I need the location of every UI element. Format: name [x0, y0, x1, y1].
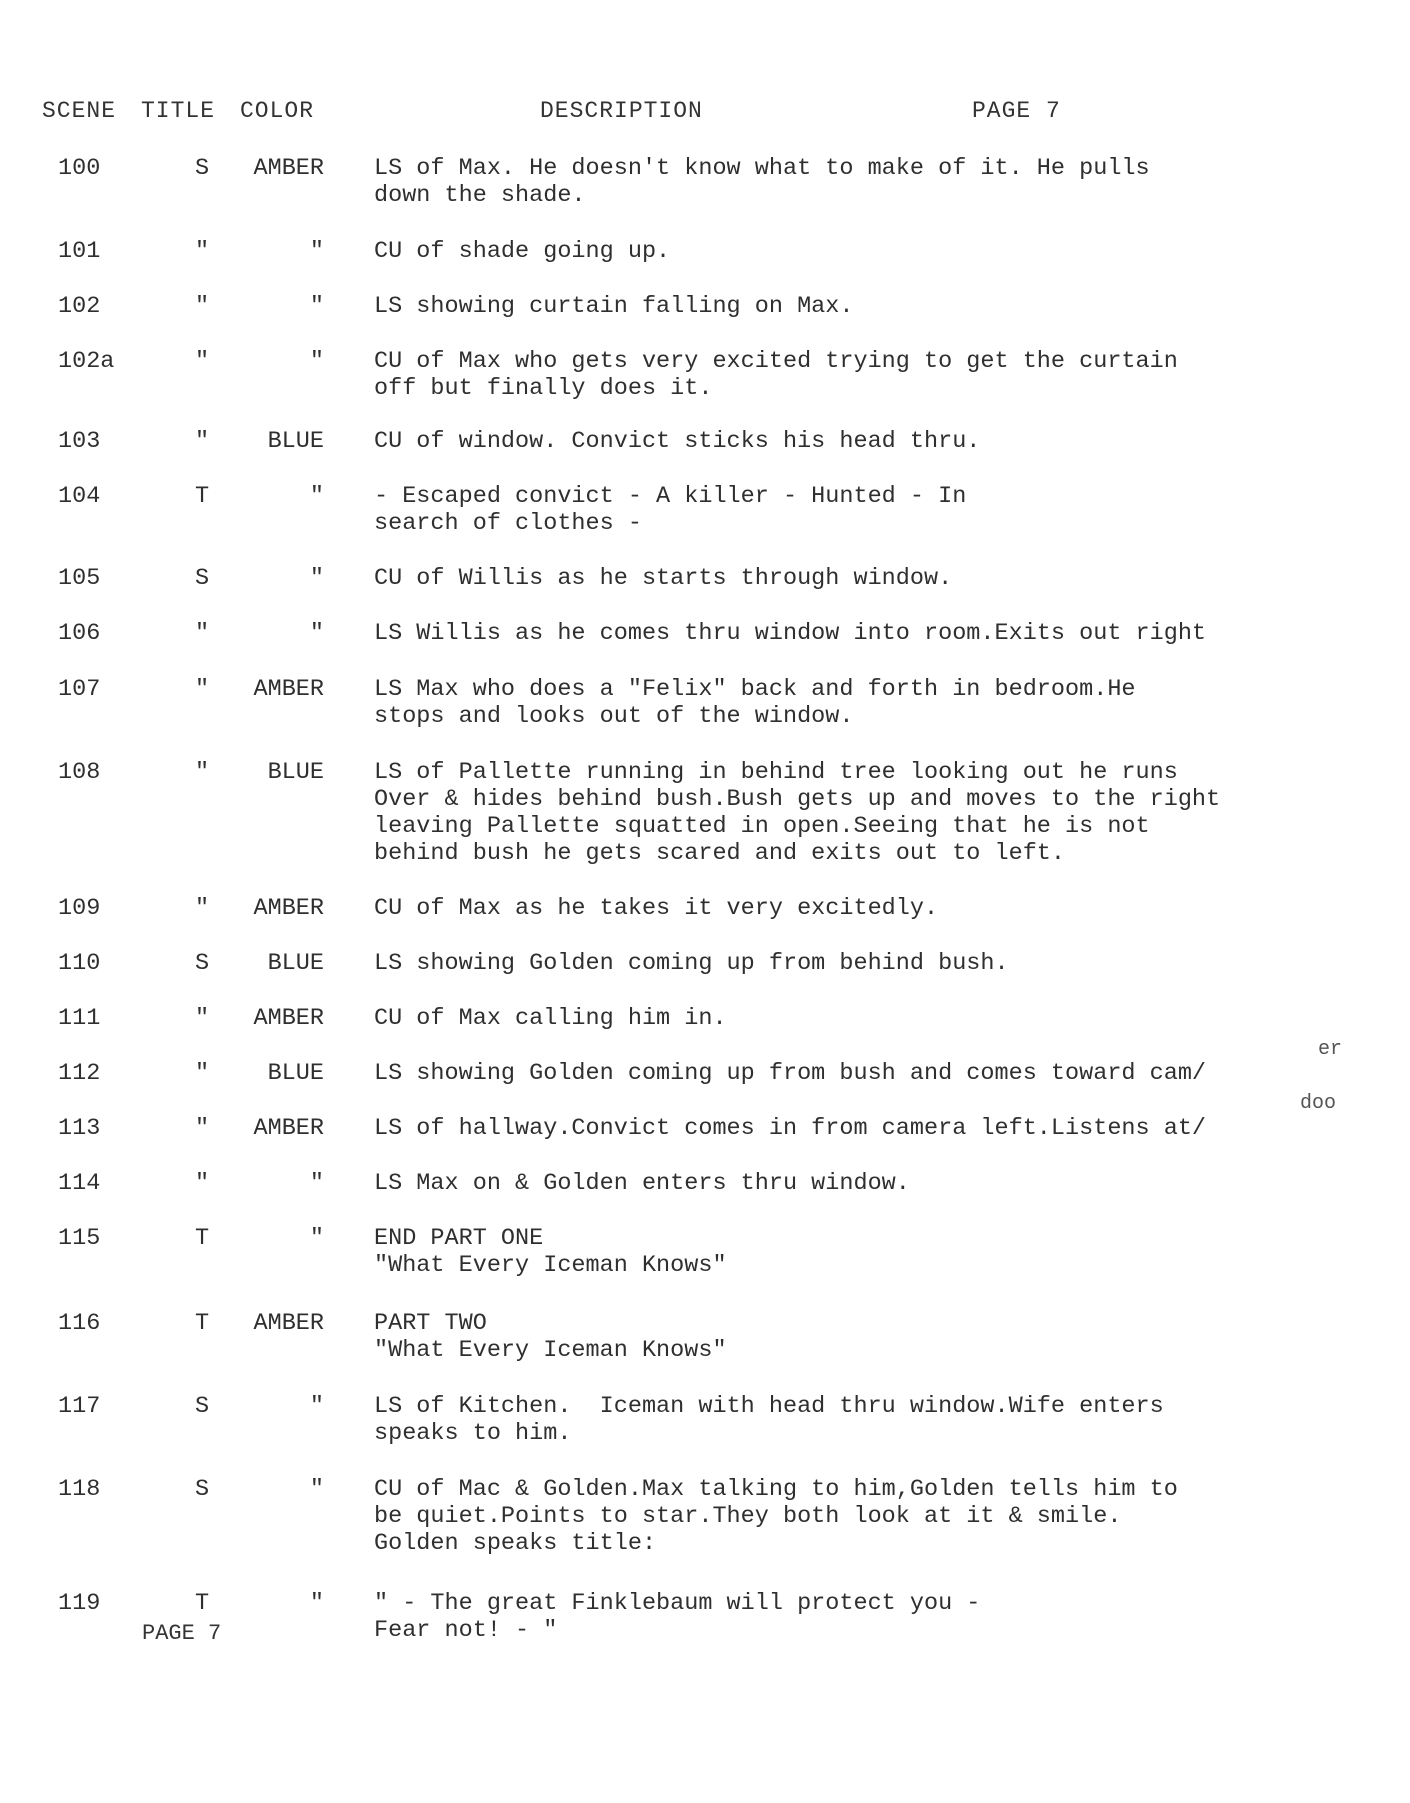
scene-number: 102a — [58, 348, 115, 375]
scene-color: " — [309, 565, 324, 592]
scene-description — [374, 1393, 1374, 1447]
scene-description — [374, 620, 1374, 647]
scene-description — [374, 1310, 1374, 1364]
description-line: Over & hides behind bush.Bush gets up and moves to the right — [374, 786, 1221, 813]
scene-title-code: " — [194, 1005, 210, 1032]
scene-color: BLUE — [267, 428, 324, 455]
scene-title-code: " — [194, 759, 210, 786]
scene-number: 110 — [58, 950, 101, 977]
description-line: LS of Kitchen. Iceman with head thru window.Wife enters — [374, 1393, 1164, 1420]
scene-number: 104 — [58, 483, 101, 510]
description-line: CU of shade going up. — [374, 238, 671, 265]
scene-number: 116 — [58, 1310, 101, 1337]
scene-number: 119 — [58, 1590, 101, 1617]
scene-color: AMBER — [253, 1115, 324, 1142]
description-line: be quiet.Points to star.They both look at it & smile. — [374, 1503, 1122, 1530]
scene-title-code: S — [194, 1393, 210, 1420]
scene-title-code: " — [194, 238, 210, 265]
description-line: CU of Mac & Golden.Max talking to him,Golden tells him to — [374, 1476, 1178, 1503]
scene-title-code: T — [194, 483, 210, 510]
description-line: CU of Willis as he starts through window. — [374, 565, 953, 592]
scene-title-code: " — [194, 895, 210, 922]
footer-page-number: PAGE 7 — [142, 1621, 222, 1646]
description-line: LS showing Golden coming up from behind bush. — [374, 950, 1009, 977]
description-line: LS Max on & Golden enters thru window. — [374, 1170, 910, 1197]
scene-color: " — [309, 348, 324, 375]
scene-description — [374, 895, 1374, 922]
description-line: PART TWO — [374, 1310, 487, 1337]
description-line: LS of Max. He doesn't know what to make of it. He pulls — [374, 155, 1150, 182]
description-line: LS Willis as he comes thru window into room.Exits out right — [374, 620, 1207, 647]
scene-number: 100 — [58, 155, 101, 182]
scene-description — [374, 348, 1374, 402]
header-description: DESCRIPTION — [540, 98, 703, 124]
scene-description — [374, 1225, 1374, 1279]
scene-description — [374, 676, 1374, 730]
scene-number: 117 — [58, 1393, 101, 1420]
scene-color: " — [309, 1225, 324, 1252]
scene-color: " — [309, 238, 324, 265]
description-line: LS Max who does a "Felix" back and forth in bedroom.He — [374, 676, 1136, 703]
scene-title-code: S — [194, 155, 210, 182]
description-line: - Escaped convict - A killer - Hunted - In — [374, 483, 967, 510]
scene-description — [374, 238, 1374, 265]
scene-number: 114 — [58, 1170, 101, 1197]
scene-number: 101 — [58, 238, 101, 265]
scene-number: 115 — [58, 1225, 101, 1252]
scene-number: 118 — [58, 1476, 101, 1503]
description-line: LS showing curtain falling on Max. — [374, 293, 854, 320]
description-line: CU of Max as he takes it very excitedly. — [374, 895, 939, 922]
scene-number: 103 — [58, 428, 101, 455]
description-line: off but finally does it. — [374, 375, 713, 402]
margin-note: doo — [1300, 1092, 1337, 1115]
scene-description — [374, 1170, 1374, 1197]
scene-description — [374, 155, 1374, 209]
description-line: down the shade. — [374, 182, 586, 209]
scene-color: AMBER — [253, 895, 324, 922]
description-line: " - The great Finklebaum will protect you - — [374, 1590, 981, 1617]
description-line: stops and looks out of the window. — [374, 703, 854, 730]
scene-description — [374, 759, 1374, 867]
description-line: "What Every Iceman Knows" — [374, 1337, 727, 1364]
margin-note: er — [1318, 1038, 1343, 1061]
scene-number: 106 — [58, 620, 101, 647]
scene-title-code: " — [194, 620, 210, 647]
scene-title-code: S — [194, 950, 210, 977]
scene-title-code: " — [194, 348, 210, 375]
description-line: CU of Max calling him in. — [374, 1005, 727, 1032]
scene-title-code: " — [194, 1170, 210, 1197]
scene-title-code: " — [194, 293, 210, 320]
scene-description — [374, 1476, 1374, 1557]
description-line: behind bush he gets scared and exits out to left. — [374, 840, 1066, 867]
scene-color: " — [309, 1590, 324, 1617]
scene-description — [374, 1590, 1374, 1644]
description-line: LS showing Golden coming up from bush and comes toward cam/ — [374, 1060, 1207, 1087]
scene-title-code: " — [194, 1060, 210, 1087]
description-line: LS of hallway.Convict comes in from camera left.Listens at/ — [374, 1115, 1207, 1142]
scene-color: AMBER — [253, 1005, 324, 1032]
scene-description — [374, 483, 1374, 537]
scene-title-code: T — [194, 1225, 210, 1252]
scene-description — [374, 293, 1374, 320]
scene-color: " — [309, 620, 324, 647]
scene-color: AMBER — [253, 676, 324, 703]
description-line: Fear not! - " — [374, 1617, 558, 1644]
scene-number: 113 — [58, 1115, 101, 1142]
scene-color: BLUE — [267, 1060, 324, 1087]
scene-description — [374, 950, 1374, 977]
scene-number: 105 — [58, 565, 101, 592]
header-page-number: PAGE 7 — [972, 98, 1061, 124]
scene-color: " — [309, 1393, 324, 1420]
scene-color: " — [309, 293, 324, 320]
header-scene: SCENE — [42, 98, 117, 124]
scene-title-code: T — [194, 1590, 210, 1617]
scene-title-code: " — [194, 676, 210, 703]
description-line: LS of Pallette running in behind tree looking out he runs — [374, 759, 1178, 786]
scene-description — [374, 1060, 1374, 1087]
scene-number: 112 — [58, 1060, 101, 1087]
scene-number: 109 — [58, 895, 101, 922]
header-title: TITLE — [141, 98, 216, 124]
description-line: "What Every Iceman Knows" — [374, 1252, 727, 1279]
scene-title-code: S — [194, 1476, 210, 1503]
scene-number: 107 — [58, 676, 101, 703]
scene-number: 111 — [58, 1005, 101, 1032]
scene-color: " — [309, 483, 324, 510]
scene-color: BLUE — [267, 759, 324, 786]
description-line: speaks to him. — [374, 1420, 572, 1447]
description-line: search of clothes - — [374, 510, 642, 537]
description-line: Golden speaks title: — [374, 1530, 657, 1557]
scene-description — [374, 428, 1374, 455]
description-line: CU of window. Convict sticks his head thru. — [374, 428, 981, 455]
description-line: END PART ONE — [374, 1225, 544, 1252]
description-line: leaving Pallette squatted in open.Seeing that he is not — [374, 813, 1150, 840]
scene-title-code: " — [194, 428, 210, 455]
scene-color: BLUE — [267, 950, 324, 977]
scene-description — [374, 565, 1374, 592]
scene-title-code: T — [194, 1310, 210, 1337]
scene-number: 102 — [58, 293, 101, 320]
scene-color: AMBER — [253, 1310, 324, 1337]
scene-number: 108 — [58, 759, 101, 786]
scene-title-code: " — [194, 1115, 210, 1142]
description-line: CU of Max who gets very excited trying to get the curtain — [374, 348, 1178, 375]
header-color: COLOR — [240, 98, 315, 124]
scene-color: " — [309, 1170, 324, 1197]
scene-description — [374, 1115, 1374, 1142]
scene-title-code: S — [194, 565, 210, 592]
scene-color: AMBER — [253, 155, 324, 182]
scene-description — [374, 1005, 1374, 1032]
scene-color: " — [309, 1476, 324, 1503]
